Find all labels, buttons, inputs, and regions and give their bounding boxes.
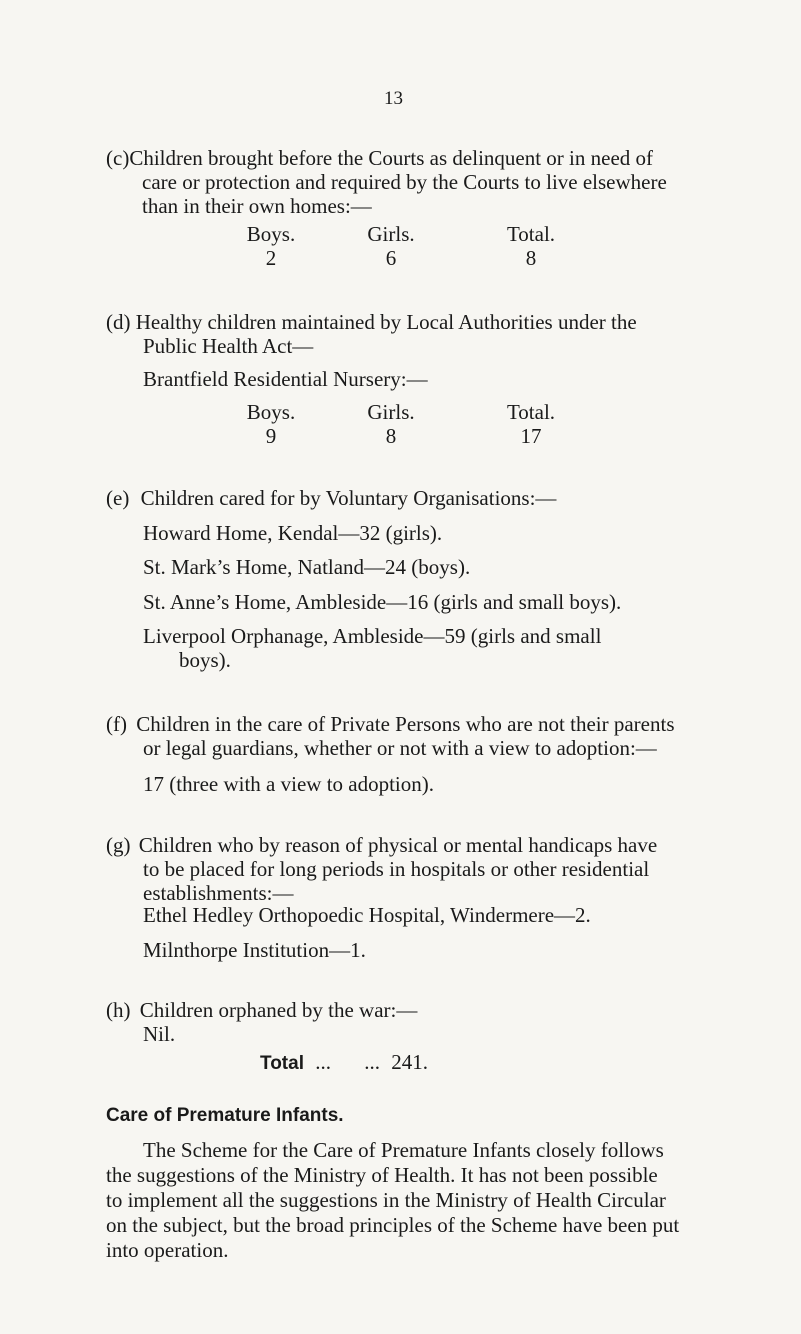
section-c-values (226, 246, 596, 271)
section-e-item-2: St. Mark’s Home, Natland—24 (boys). (143, 555, 471, 579)
section-g-item-1: Ethel Hedley Orthopoedic Hospital, Windermere—2. (143, 903, 591, 927)
section-g-label: (g) (106, 833, 131, 857)
total-row (260, 1050, 428, 1075)
section-h-heading (106, 998, 417, 1023)
header-girls: Girls. (367, 400, 415, 424)
section-d-line-1: Healthy children maintained by Local Authorities under the (135, 310, 637, 334)
section-g-line-3: establishments:— (143, 881, 294, 905)
section-e-line: Children cared for by Voluntary Organisations:— (140, 486, 557, 510)
total-label: Total (260, 1053, 304, 1074)
premature-paragraph (106, 1138, 679, 1263)
section-f (106, 712, 675, 760)
header-boys: Boys. (246, 400, 296, 424)
section-e-label: (e) (106, 486, 130, 510)
section-c-line-2: care or protection and required by the Courts to live elsewhere (142, 170, 667, 194)
section-g-item-2: Milnthorpe Institution—1. (143, 938, 366, 962)
section-c-line-3: than in their own homes:— (142, 194, 372, 218)
section-d-line-2: Public Health Act— (143, 334, 314, 358)
section-e-item-4: Liverpool Orphanage, Ambleside—59 (girls and small (143, 624, 602, 648)
value-boys: 9 (265, 424, 277, 448)
section-f-detail: 17 (three with a view to adoption). (143, 772, 435, 796)
value-girls: 6 (385, 246, 397, 270)
section-e-heading (106, 486, 556, 511)
premature-line-5: into operation. (106, 1238, 229, 1262)
section-c-headers (226, 222, 596, 247)
section-e-item-3: St. Anne’s Home, Ambleside—16 (girls and small boys). (143, 590, 622, 614)
section-h-line: Children orphaned by the war:— (139, 998, 418, 1022)
section-d-sub: Brantfield Residential Nursery:— (143, 367, 428, 391)
section-g (106, 833, 657, 905)
premature-line-4: on the subject, but the broad principles of the Scheme have been put (106, 1213, 680, 1237)
section-h-value: Nil. (143, 1022, 176, 1046)
value-total: 17 (520, 424, 542, 448)
section-g-line-2: to be placed for long periods in hospitals or other residential (143, 857, 650, 881)
header-boys: Boys. (246, 222, 296, 246)
header-total: Total. (506, 222, 556, 246)
section-f-line-1: Children in the care of Private Persons who are not their parents (136, 712, 675, 736)
page-number: 13 (384, 88, 403, 109)
section-c-line-1: Children brought before the Courts as delinquent or in need of (129, 146, 654, 170)
section-d (106, 310, 637, 358)
total-value: 241. (391, 1050, 428, 1074)
value-total: 8 (525, 246, 537, 270)
section-d-headers (226, 400, 596, 425)
section-e-item-5: boys). (179, 648, 231, 672)
header-girls: Girls. (367, 222, 415, 246)
premature-line-1: The Scheme for the Care of Premature Infants closely follows (143, 1138, 664, 1162)
value-girls: 8 (385, 424, 397, 448)
value-boys: 2 (265, 246, 277, 270)
section-f-label: (f) (106, 712, 127, 736)
section-g-line-1: Children who by reason of physical or mental handicaps have (138, 833, 658, 857)
section-d-values (226, 424, 596, 449)
premature-line-3: to implement all the suggestions in the Ministry of Health Circular (106, 1188, 666, 1212)
section-h-label: (h) (106, 998, 131, 1022)
section-f-line-2: or legal guardians, whether or not with a view to adoption:— (143, 736, 657, 760)
total-leader-left: ... (315, 1050, 331, 1074)
premature-line-2: the suggestions of the Ministry of Health. It has not been possible (106, 1163, 658, 1187)
section-c (106, 146, 667, 218)
section-e-item-1: Howard Home, Kendal—32 (girls). (143, 521, 443, 545)
section-d-label: (d) (106, 310, 131, 334)
premature-heading: Care of Premature Infants. (106, 1105, 344, 1126)
total-leader-right: ... (364, 1050, 380, 1074)
header-total: Total. (506, 400, 556, 424)
section-c-label: (c) (106, 146, 130, 170)
